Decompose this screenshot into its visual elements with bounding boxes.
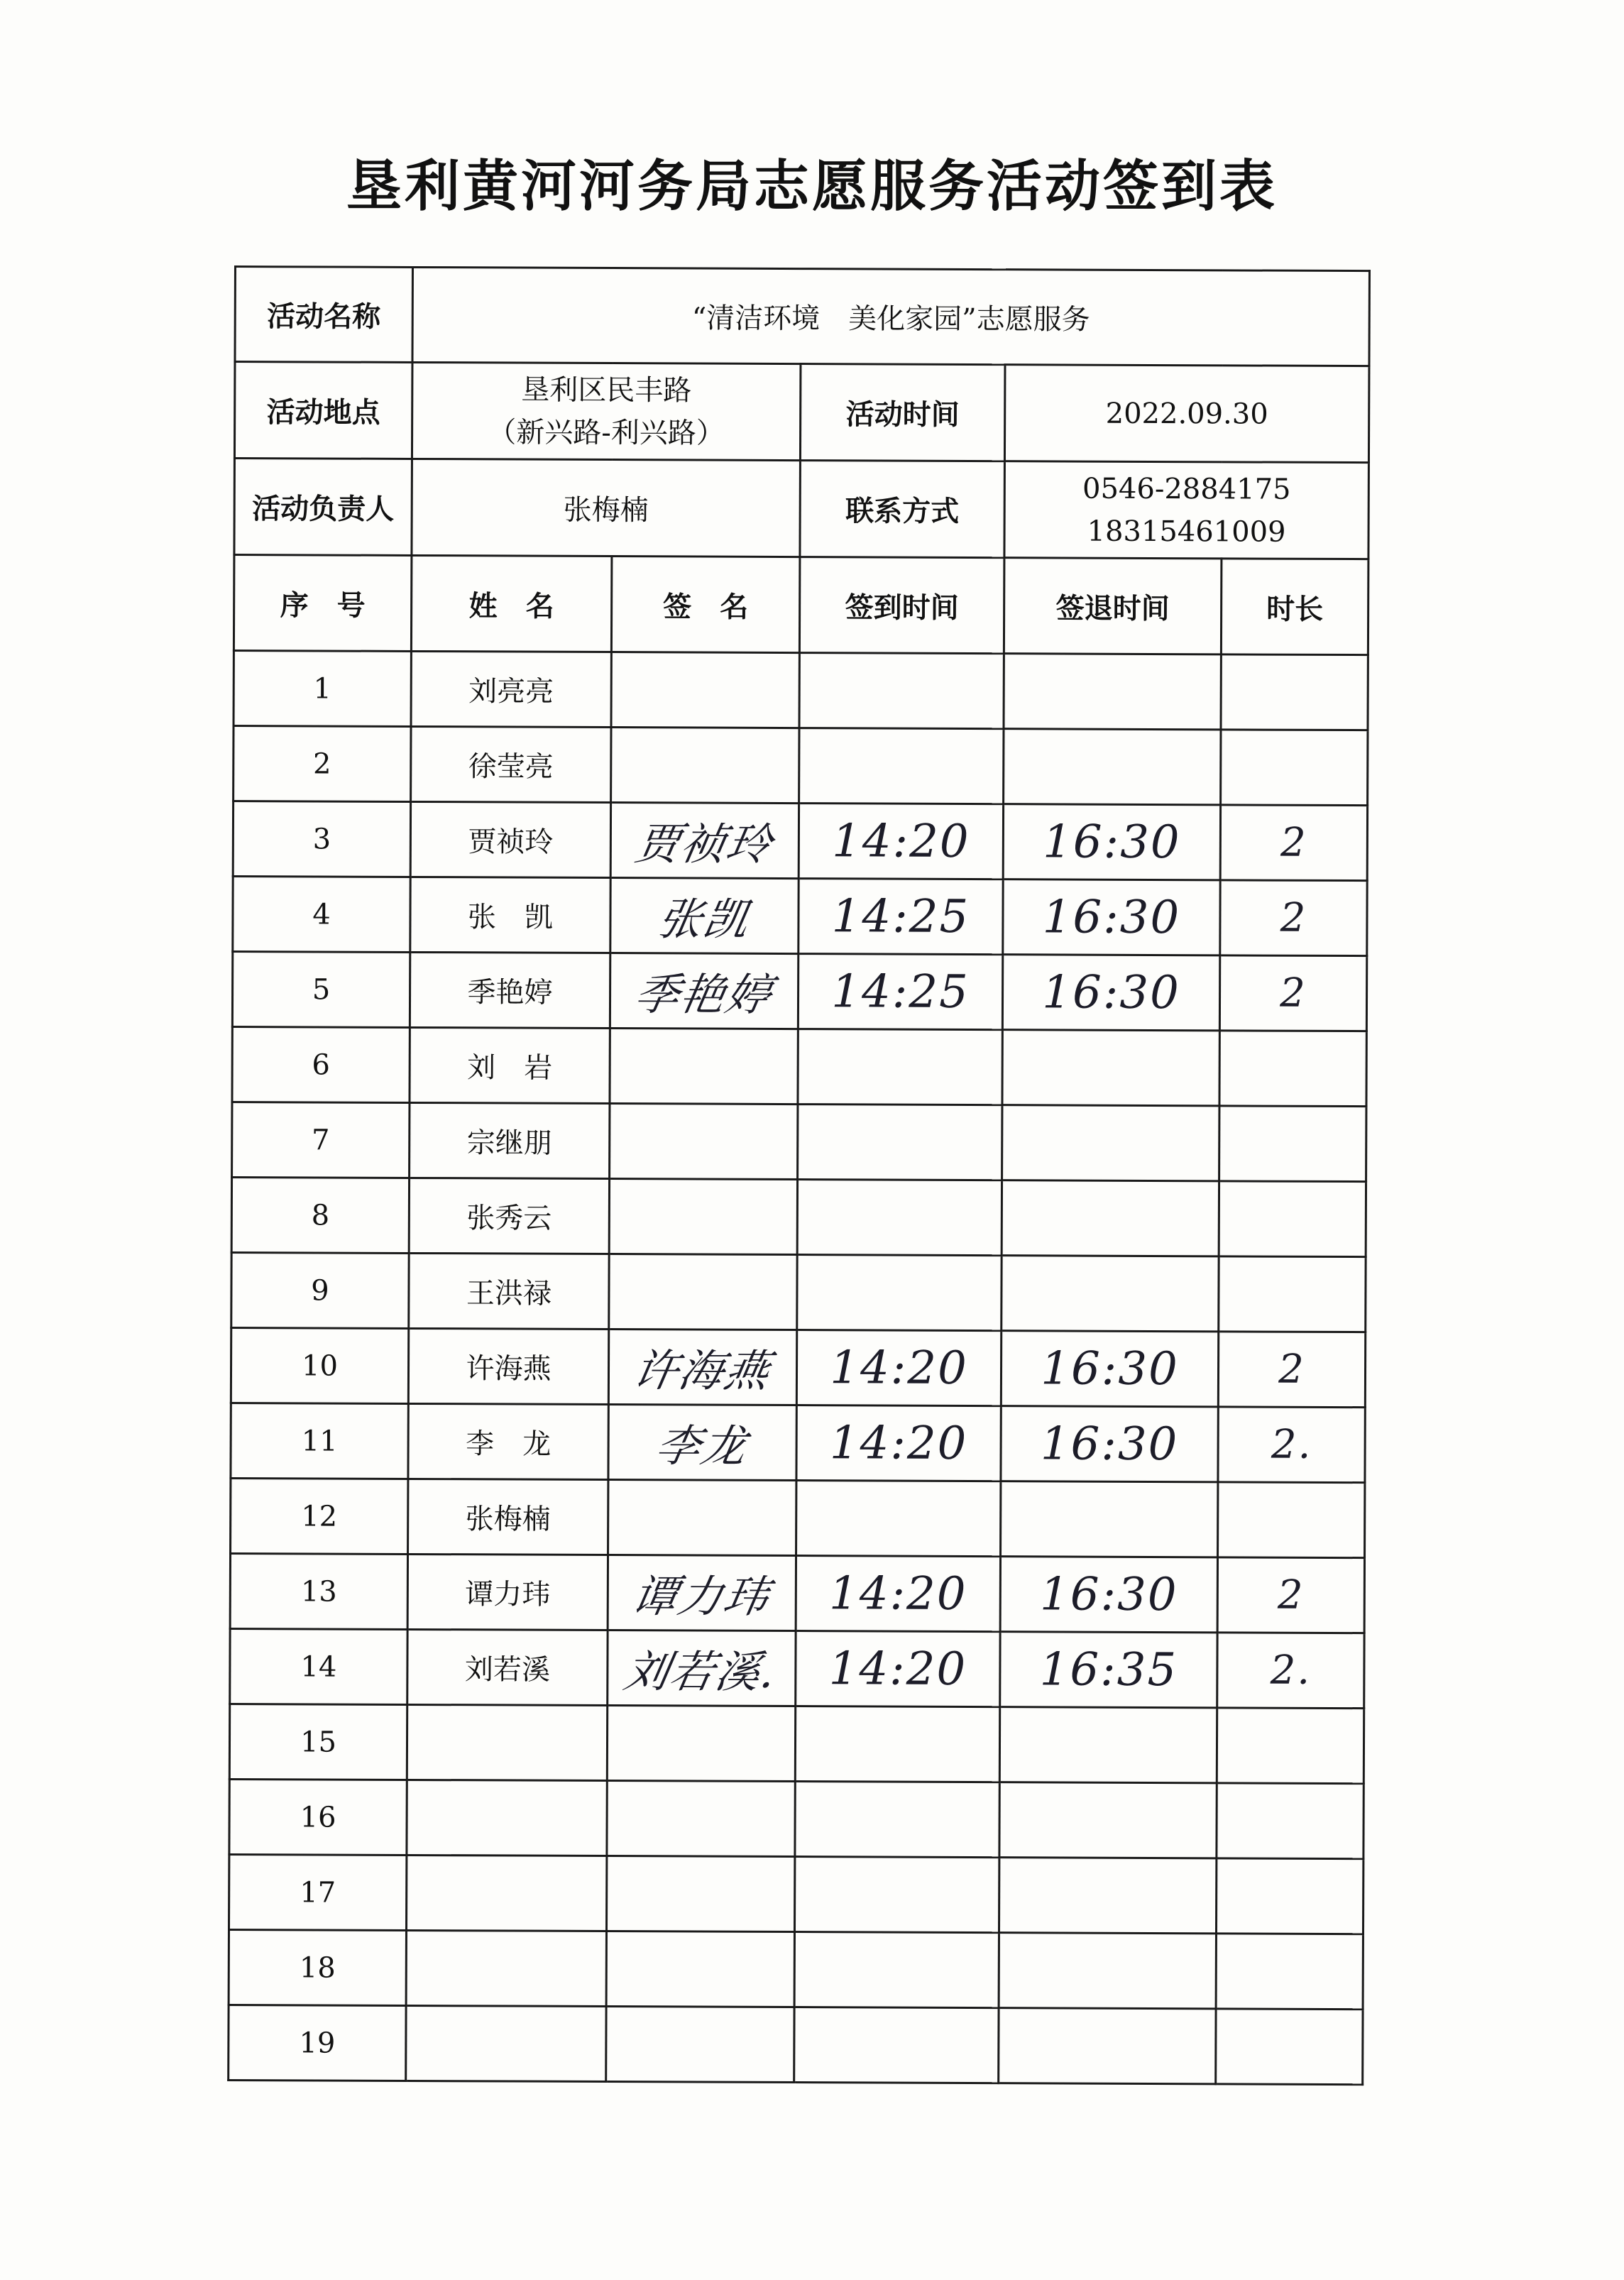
row-sign-out xyxy=(1002,1180,1219,1256)
row-sign-out-text: 16:30 xyxy=(1041,1342,1179,1396)
row-seq xyxy=(229,2005,406,2081)
row-name xyxy=(410,1027,610,1103)
row-sign-in xyxy=(796,1330,1001,1406)
row-seq-text: 4 xyxy=(312,897,331,931)
row-sign-in xyxy=(794,2007,999,2083)
row-signature xyxy=(609,1254,797,1330)
row-duration xyxy=(1221,730,1368,806)
table-row xyxy=(231,1478,1365,1557)
row-name xyxy=(411,651,611,727)
row-name-text: 刘 岩 xyxy=(467,1051,553,1085)
row-sign-in xyxy=(799,804,1003,879)
row-duration-text: 2. xyxy=(1270,1647,1312,1694)
row-seq xyxy=(231,1478,408,1554)
row-seq-text: 16 xyxy=(300,1800,336,1834)
activity-place-line2: （新兴路-利兴路） xyxy=(488,415,725,450)
column-header-name: 姓 名 xyxy=(411,555,612,652)
row-signature xyxy=(608,1405,796,1481)
row-name xyxy=(408,1403,608,1479)
activity-leader-value: 张梅楠 xyxy=(412,459,801,557)
row-signature xyxy=(607,1781,795,1857)
column-header-signature: 签 名 xyxy=(611,557,800,653)
row-signature xyxy=(606,1856,794,1932)
activity-name-row xyxy=(235,267,1370,366)
row-duration xyxy=(1216,1858,1363,1934)
row-signature-text: 刘若溪. xyxy=(620,1645,781,1698)
row-seq-text: 14 xyxy=(300,1650,337,1684)
row-sign-in xyxy=(795,1706,999,1782)
row-sign-in-text: 14:20 xyxy=(828,1567,967,1621)
row-duration-text: 2. xyxy=(1271,1421,1312,1468)
row-sign-out xyxy=(1002,1030,1219,1106)
contact-phone: 0546-2884175 xyxy=(1082,472,1291,506)
table-row xyxy=(231,1403,1365,1482)
row-duration xyxy=(1220,805,1367,881)
row-name xyxy=(407,1780,607,1856)
row-seq-text: 7 xyxy=(311,1123,330,1157)
row-seq-text: 6 xyxy=(312,1048,330,1082)
row-signature xyxy=(607,1706,795,1782)
row-seq xyxy=(233,801,410,877)
row-name xyxy=(408,1479,608,1555)
activity-name-value: “清洁环境 美化家园”志愿服务 xyxy=(412,267,1370,366)
row-sign-in xyxy=(794,1857,999,1933)
row-name-text: 刘若溪 xyxy=(464,1653,550,1687)
row-signature xyxy=(610,803,799,879)
row-name-text: 李 龙 xyxy=(466,1427,552,1461)
row-seq-text: 19 xyxy=(299,2026,336,2060)
row-seq-text: 18 xyxy=(299,1951,336,1985)
row-seq xyxy=(229,1854,406,1930)
table-row xyxy=(233,876,1367,955)
row-sign-out-text: 16:30 xyxy=(1042,965,1180,1019)
row-sign-out xyxy=(1004,654,1221,730)
row-sign-in xyxy=(799,728,1004,804)
row-signature xyxy=(609,1179,797,1255)
row-name xyxy=(407,1629,608,1705)
row-duration xyxy=(1219,1031,1366,1107)
row-sign-in xyxy=(799,879,1003,955)
table-row xyxy=(232,951,1366,1031)
row-signature xyxy=(608,1480,796,1556)
row-name xyxy=(406,2005,606,2081)
row-name xyxy=(407,1704,607,1780)
row-name xyxy=(407,1554,608,1630)
table-row xyxy=(229,2005,1363,2084)
column-header-seq: 序 号 xyxy=(234,555,412,652)
table-row xyxy=(233,801,1367,881)
row-duration-text: 2 xyxy=(1280,894,1307,941)
row-name-text: 宗继朋 xyxy=(466,1127,552,1160)
row-sign-in xyxy=(796,1481,1001,1557)
row-seq xyxy=(232,1102,410,1178)
row-sign-in xyxy=(796,1556,1000,1632)
row-sign-out xyxy=(1004,729,1221,805)
row-sign-in-text: 14:20 xyxy=(828,1642,967,1696)
table-row xyxy=(230,1553,1364,1633)
row-sign-in-text: 14:25 xyxy=(831,889,970,943)
row-sign-out-text: 16:30 xyxy=(1043,815,1181,869)
row-signature xyxy=(610,1029,798,1105)
row-name xyxy=(406,1930,606,2006)
row-seq xyxy=(229,1779,407,1855)
row-name-text: 张梅楠 xyxy=(465,1503,551,1536)
row-sign-out-text: 16:35 xyxy=(1039,1643,1178,1697)
row-sign-in-text: 14:20 xyxy=(829,1416,968,1470)
row-sign-in xyxy=(796,1405,1001,1481)
row-sign-in-text: 14:25 xyxy=(831,965,970,1019)
row-duration xyxy=(1221,654,1368,730)
row-signature-text: 贾祯玲 xyxy=(631,818,777,870)
column-header-duration: 时长 xyxy=(1221,559,1368,655)
row-signature-text: 季艳婷 xyxy=(630,968,777,1021)
table-row xyxy=(229,1704,1364,1783)
row-name xyxy=(406,1855,606,1931)
table-row xyxy=(229,1854,1363,1934)
row-sign-out xyxy=(999,1782,1217,1858)
row-sign-out xyxy=(1002,955,1219,1031)
row-seq xyxy=(231,1177,409,1253)
row-seq-text: 9 xyxy=(311,1273,329,1308)
row-sign-in xyxy=(797,1255,1002,1331)
row-sign-in xyxy=(796,1631,1000,1707)
row-sign-out xyxy=(1001,1406,1218,1482)
row-name-text: 徐莹亮 xyxy=(468,750,554,784)
row-name xyxy=(409,1178,609,1254)
row-sign-out xyxy=(999,2008,1216,2084)
row-sign-out xyxy=(999,1707,1217,1783)
row-sign-out xyxy=(1003,879,1220,955)
row-sign-out xyxy=(1000,1632,1217,1708)
row-sign-in xyxy=(798,954,1002,1030)
table-row xyxy=(229,1929,1363,2009)
row-seq-text: 13 xyxy=(300,1574,337,1608)
row-seq xyxy=(229,1704,407,1780)
row-sign-in xyxy=(799,653,1004,729)
table-row xyxy=(232,1102,1366,1181)
row-seq-text: 12 xyxy=(301,1499,338,1533)
row-signature xyxy=(606,1931,794,2007)
row-seq-text: 17 xyxy=(300,1875,336,1909)
row-seq xyxy=(233,876,410,952)
row-seq-text: 2 xyxy=(312,747,331,781)
row-seq xyxy=(230,1628,407,1704)
activity-leader-row xyxy=(234,459,1369,559)
activity-place-label: 活动地点 xyxy=(234,362,412,459)
row-seq xyxy=(231,1327,408,1403)
row-sign-out xyxy=(1001,1331,1218,1407)
row-sign-in xyxy=(798,1105,1002,1180)
row-sign-out xyxy=(1002,1256,1219,1332)
row-signature-text: 李龙 xyxy=(652,1420,752,1472)
row-seq xyxy=(229,1929,406,2005)
row-name xyxy=(410,801,610,877)
row-duration xyxy=(1217,1557,1364,1633)
row-duration xyxy=(1217,1633,1364,1709)
row-name xyxy=(409,1253,609,1329)
column-header-sign-in: 签到时间 xyxy=(799,557,1004,654)
column-header-row xyxy=(234,555,1368,655)
row-seq-text: 1 xyxy=(313,672,332,706)
row-duration xyxy=(1219,1181,1366,1257)
row-name xyxy=(411,726,611,802)
row-sign-out-text: 16:30 xyxy=(1039,1567,1178,1621)
row-sign-out-text: 16:30 xyxy=(1040,1417,1179,1471)
row-duration xyxy=(1218,1332,1365,1408)
activity-place-row xyxy=(234,362,1369,463)
row-seq xyxy=(232,1026,410,1102)
row-seq-text: 10 xyxy=(302,1349,339,1383)
contact-mobile: 18315461009 xyxy=(1087,515,1286,549)
row-name-text: 季艳婷 xyxy=(467,976,553,1009)
table-row xyxy=(231,1327,1365,1407)
row-duration-text: 2 xyxy=(1278,1346,1305,1393)
row-signature xyxy=(608,1555,796,1631)
row-name-text: 谭力玮 xyxy=(465,1578,551,1611)
row-duration xyxy=(1218,1407,1365,1483)
row-name-text: 张 凯 xyxy=(467,901,554,934)
row-seq-text: 8 xyxy=(311,1198,330,1232)
row-duration xyxy=(1219,1256,1366,1332)
row-signature xyxy=(610,1104,798,1180)
page-title: 垦利黄河河务局志愿服务活动签到表 xyxy=(346,155,1278,219)
row-duration xyxy=(1216,2009,1363,2085)
column-header-sign-out: 签退时间 xyxy=(1004,558,1222,654)
row-duration xyxy=(1219,1106,1366,1182)
row-seq xyxy=(231,1403,408,1479)
row-seq xyxy=(232,951,410,1027)
row-sign-in-text: 14:20 xyxy=(832,814,970,868)
table-row xyxy=(232,1026,1366,1106)
activity-name-label: 活动名称 xyxy=(235,267,413,363)
row-duration xyxy=(1216,1934,1363,2010)
row-signature xyxy=(611,728,799,804)
row-sign-in-text: 14:20 xyxy=(830,1341,968,1395)
table-row xyxy=(234,651,1368,730)
row-seq xyxy=(231,1252,409,1328)
table-row xyxy=(231,1252,1366,1332)
row-signature xyxy=(610,878,799,954)
row-duration xyxy=(1217,1708,1364,1784)
table-row xyxy=(234,726,1368,806)
row-duration xyxy=(1219,955,1366,1031)
activity-place-value xyxy=(412,362,801,460)
contact-value xyxy=(1004,461,1369,559)
row-signature-text: 张凯 xyxy=(653,893,755,946)
table-row xyxy=(231,1177,1366,1256)
row-name-text: 刘亮亮 xyxy=(468,675,554,708)
row-sign-in xyxy=(798,1029,1002,1105)
row-sign-out xyxy=(1003,804,1220,880)
row-sign-out xyxy=(1002,1105,1219,1181)
table-row xyxy=(229,1779,1364,1858)
row-signature xyxy=(606,2007,794,2083)
contact-label: 联系方式 xyxy=(800,461,1005,558)
row-name xyxy=(408,1328,608,1404)
row-sign-out xyxy=(999,1933,1216,2009)
row-duration-text: 2 xyxy=(1280,970,1307,1016)
row-duration xyxy=(1218,1482,1365,1558)
row-seq xyxy=(234,651,411,727)
row-duration-text: 2 xyxy=(1280,819,1307,866)
row-seq-text: 15 xyxy=(300,1725,337,1759)
row-name-text: 张秀云 xyxy=(466,1202,552,1235)
row-sign-in xyxy=(795,1782,999,1858)
row-name-text: 王洪禄 xyxy=(466,1277,552,1310)
row-sign-in xyxy=(797,1180,1002,1256)
row-signature xyxy=(610,953,798,1029)
row-signature xyxy=(608,1630,796,1706)
row-sign-out xyxy=(999,1858,1216,1934)
row-sign-out xyxy=(1001,1481,1218,1557)
row-signature-text: 谭力玮 xyxy=(628,1570,774,1623)
activity-time-value: 2022.09.30 xyxy=(1004,365,1369,463)
row-signature-text: 许海燕 xyxy=(629,1344,775,1397)
row-sign-out-text: 16:30 xyxy=(1042,890,1181,944)
row-seq xyxy=(234,726,411,802)
row-name-text: 许海燕 xyxy=(466,1352,552,1386)
row-duration xyxy=(1217,1783,1364,1859)
activity-place-line1: 垦利区民丰路 xyxy=(521,373,692,407)
row-signature xyxy=(608,1330,796,1405)
row-seq-text: 3 xyxy=(312,822,331,856)
row-name xyxy=(410,952,610,1028)
row-name xyxy=(410,1102,610,1178)
row-sign-out xyxy=(1000,1557,1217,1633)
row-duration xyxy=(1220,880,1367,956)
row-name xyxy=(410,877,610,953)
row-name-text: 贾祯玲 xyxy=(468,826,554,859)
sign-in-table xyxy=(227,265,1371,2086)
table-row xyxy=(230,1628,1364,1708)
row-seq xyxy=(230,1553,407,1629)
activity-leader-label: 活动负责人 xyxy=(234,459,412,556)
row-signature xyxy=(611,652,799,728)
row-sign-in xyxy=(794,1932,999,2008)
activity-time-label: 活动时间 xyxy=(800,364,1005,461)
row-seq-text: 5 xyxy=(312,972,331,1007)
row-seq-text: 11 xyxy=(301,1424,338,1458)
row-duration-text: 2 xyxy=(1277,1572,1305,1618)
